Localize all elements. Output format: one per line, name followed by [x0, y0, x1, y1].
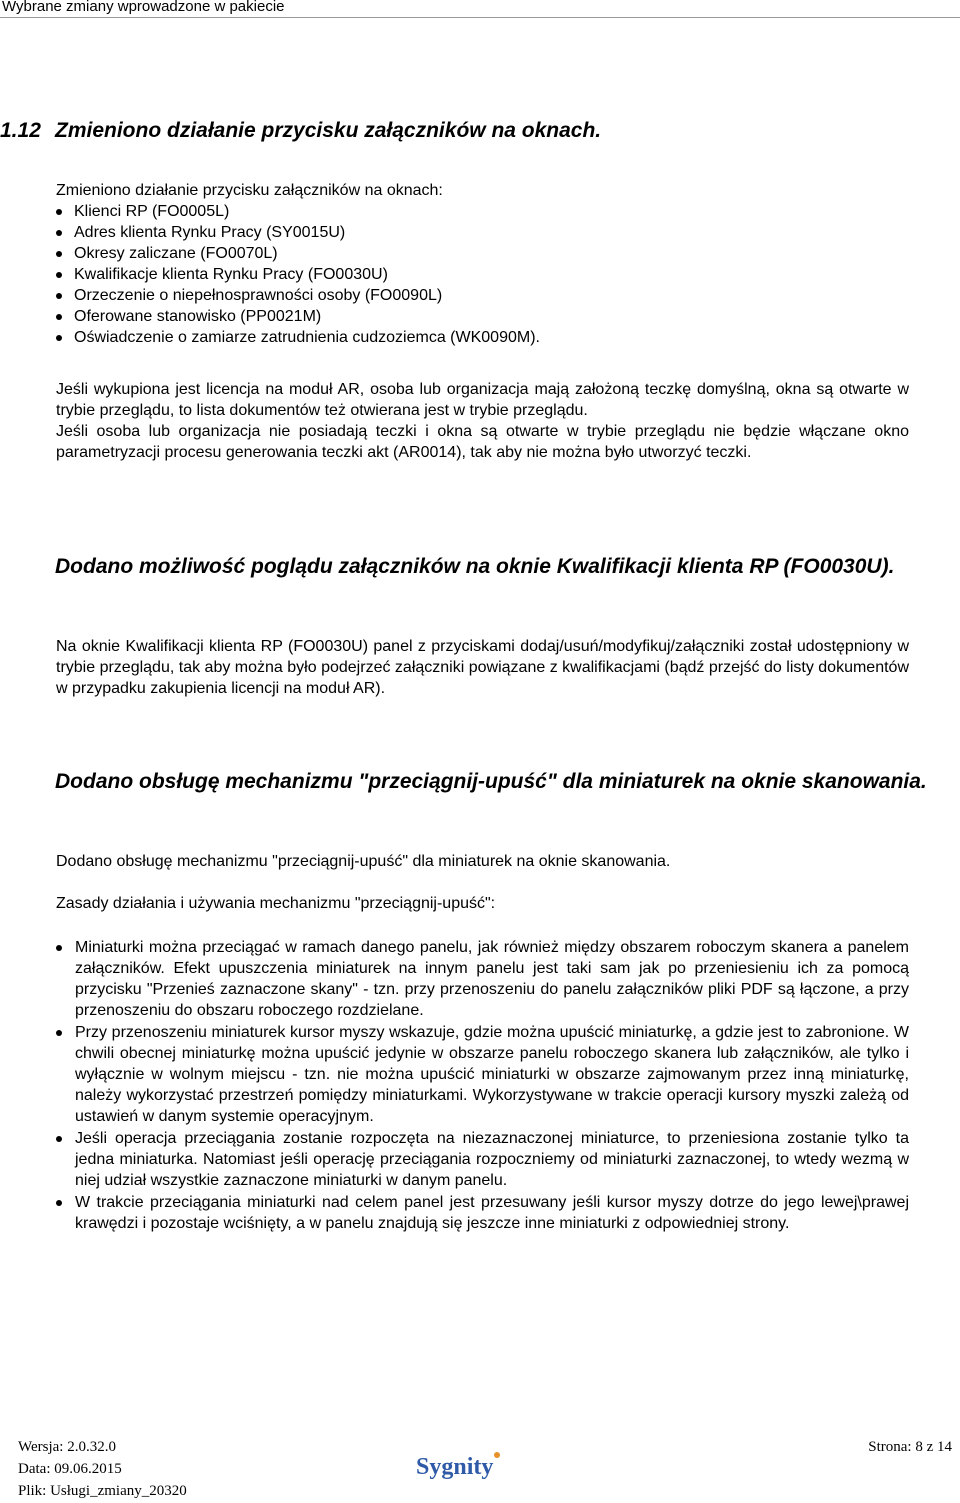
- list-item: Przy przenoszeniu miniaturek kursor myszy wskazuje, gdzie można upuścić miniaturkę, a gdzie jest to zabronione. W chwili obecnej miniaturkę można upuścić jedynie w obszarze panelu roboczego skanera lub załączników, ale tylko i wyłącznie w wolnym miejscu - tzn. nie można upuścić miniaturki w obszarze zajmowanym przez inną miniaturkę, należy wykorzystać przestrzeń pomiędzy miniaturkami. Wykorzystywane w trakcie operacji kursory myszki zależą od ustawień w danym systemie operacyjnym.: [56, 1022, 909, 1127]
- running-header: Wybrane zmiany wprowadzone w pakiecie: [2, 0, 285, 15]
- logo-dot-icon: [494, 1452, 500, 1458]
- heading-text: Zmieniono działanie przycisku załączników na oknach.: [55, 119, 602, 142]
- bullet-icon: [56, 1200, 62, 1206]
- paragraph-drag-drop: Dodano obsługę mechanizmu "przeciągnij-upuść" dla miniaturek na oknie skanowania.: [56, 853, 671, 870]
- footer-page-number: Strona: 8 z 14: [868, 1439, 952, 1455]
- list-item: Klienci RP (FO0005L): [56, 201, 909, 222]
- bullet-icon: [56, 251, 62, 257]
- intro-paragraph: Zmieniono działanie przycisku załączników na oknach:: [56, 182, 443, 199]
- list-item: Adres klienta Rynku Pracy (SY0015U): [56, 222, 909, 243]
- bullet-icon: [56, 230, 62, 236]
- bullet-icon: [56, 314, 62, 320]
- sygnity-logo: [414, 1450, 524, 1482]
- bullet-icon: [56, 272, 62, 278]
- section-heading-1-12: [0, 118, 930, 144]
- heading-text: Dodano obsługę mechanizmu "przeciągnij-upuść" dla miniaturek na oknie skanowania.: [55, 770, 927, 793]
- heading-number: [0, 554, 55, 580]
- bullet-icon: [56, 293, 62, 299]
- list-item: Oświadczenie o zamiarze zatrudnienia cudzoziemca (WK0090M).: [56, 327, 909, 348]
- footer-date: Data: 09.06.2015: [18, 1461, 122, 1477]
- logo-text: Sygnity: [416, 1454, 494, 1480]
- bullet-icon: [56, 209, 62, 215]
- header-divider: [0, 17, 960, 18]
- list-item: Orzeczenie o niepełnosprawności osoby (FO0090L): [56, 285, 909, 306]
- paragraph-license: Jeśli wykupiona jest licencja na moduł AR, osoba lub organizacja mają założoną teczkę domyślną, okna są otwarte w trybie przeglądu, to lista dokumentów też otwierana jest w trybie przeglądu.: [56, 381, 909, 419]
- list-item: Kwalifikacje klienta Rynku Pracy (FO0030U): [56, 264, 909, 285]
- windows-list: [56, 201, 909, 348]
- list-item: Oferowane stanowisko (PP0021M): [56, 306, 909, 327]
- heading-number: 1.12: [0, 119, 41, 142]
- bullet-icon: [56, 335, 62, 341]
- list-item: W trakcie przeciągania miniaturki nad celem panel jest przesuwany jeśli kursor myszy dotrze do jego lewej\prawej krawędzi i pozostaje wciśnięty, a w panelu znajdują się jeszcze inne miniaturki z odpowiedniej strony.: [56, 1192, 909, 1234]
- bullet-icon: [56, 945, 62, 951]
- list-item: Miniaturki można przeciągać w ramach danego panelu, jak również między obszarem roboczym skanera a panelem załączników. Efekt upuszczenia miniaturek na innym panelu jest taki sam jak po przeniesieniu ich za pomocą przycisku "Przenieś zaznaczone skany" - tzn. przy przenoszeniu do panelu załączników pliki PDF są łączone, a przy przenoszeniu do obszaru roboczego rozdzielane.: [56, 937, 909, 1021]
- footer-version: Wersja: 2.0.32.0: [18, 1439, 116, 1455]
- bullet-icon: [56, 1030, 62, 1036]
- paragraph-fo0030u: Na oknie Kwalifikacji klienta RP (FO0030U) panel z przyciskami dodaj/usuń/modyfikuj/załączniki został udostępniony w trybie przeglądu, tak aby można było podejrzeć załączniki powiązane z kwalifikacjami (bądź przejść do listy dokumentów w przypadku zakupienia licencji na moduł AR).: [56, 638, 909, 697]
- list-item: Jeśli operacja przeciągania zostanie rozpoczęta na niezaznaczonej miniaturce, to przeniesiona zostanie tylko ta jedna miniaturka. Natomiast jeśli operację przeciągania rozpoczniemy od miniaturki zaznaczonej, to wtedy wezmą w niej udział wszystkie zaznaczone miniaturki w danym panelu.: [56, 1128, 909, 1191]
- rules-list: [56, 937, 909, 1235]
- paragraph-no-folder: Jeśli osoba lub organizacja nie posiadają teczki i okna są otwarte w trybie przeglądu nie będzie włączane okno parametryzacji procesu generowania teczki akt (AR0014), tak aby nie można było utworzyć teczki.: [56, 423, 909, 461]
- heading-text: Dodano możliwość poglądu załączników na oknie Kwalifikacji klienta RP (FO0030U).: [55, 555, 895, 578]
- paragraph-rules: Zasady działania i używania mechanizmu "przeciągnij-upuść":: [56, 895, 496, 912]
- list-item: Okresy zaliczane (FO0070L): [56, 243, 909, 264]
- section-heading-1-14: [0, 769, 957, 795]
- section-heading-1-13: [0, 554, 957, 580]
- bullet-icon: [56, 1136, 62, 1142]
- footer-file: Plik: Usługi_zmiany_20320: [18, 1483, 187, 1499]
- heading-number: [0, 769, 55, 795]
